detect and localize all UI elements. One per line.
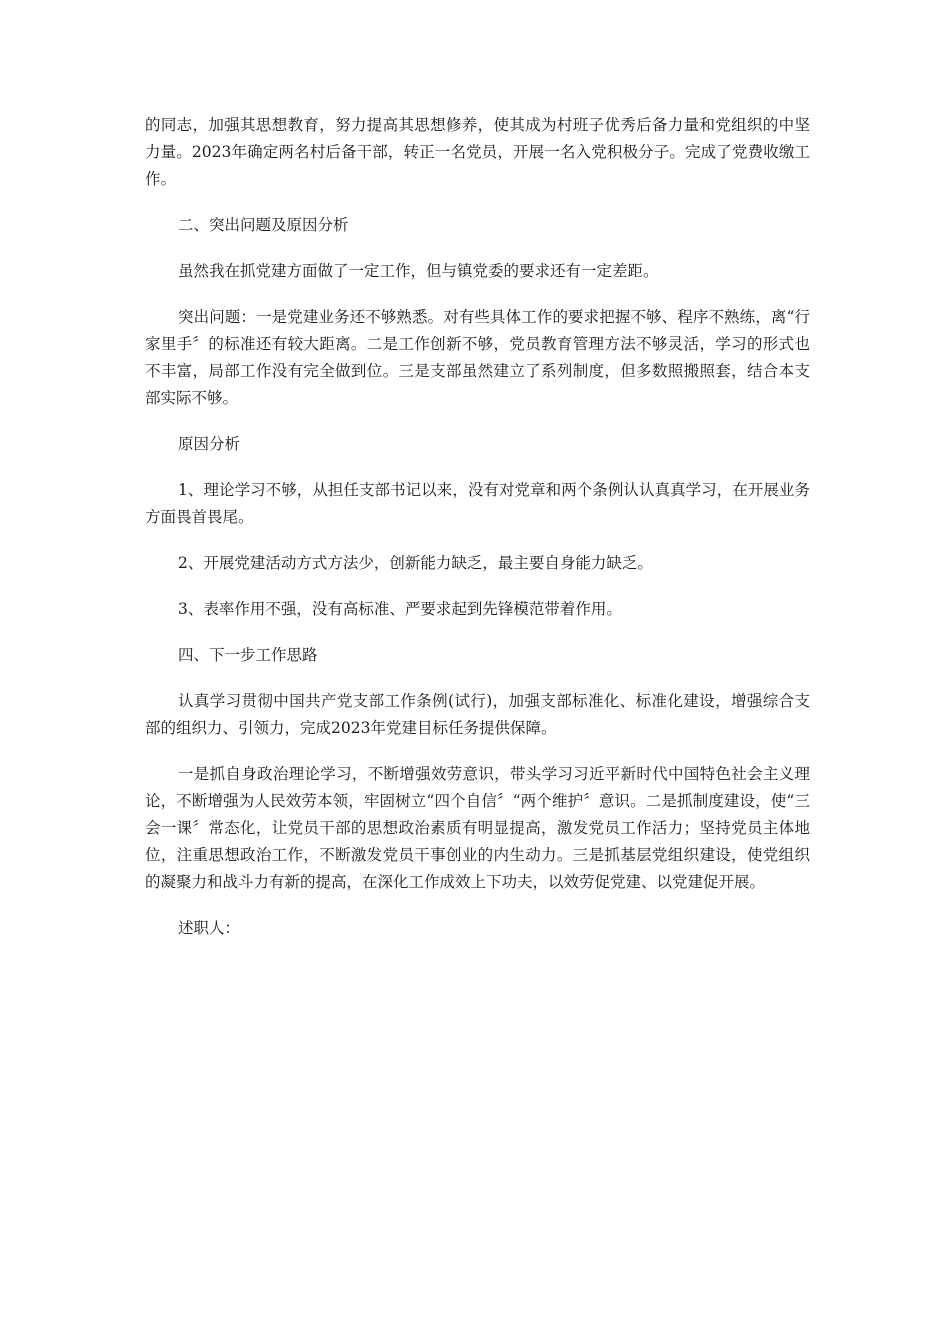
cause-item-1: 1、理论学习不够，从担任支部书记以来，没有对党章和两个条例认认真真学习，在开展业务方面畏首畏尾。: [145, 481, 810, 526]
paragraph-continuation: 的同志，加强其思想教育，努力提高其思想修养，使其成为村班子优秀后备力量和党组织的中坚力量。2023年确定两名村后备干部，转正一名党员，开展一名入党积极分子。完成了党费收缴工作。: [145, 116, 810, 188]
signature-label: 述职人：: [178, 919, 241, 937]
paragraph-intro: 虽然我在抓党建方面做了一定工作，但与镇党委的要求还有一定差距。: [178, 262, 659, 280]
cause-item-2: 2、开展党建活动方式方法少，创新能力缺乏，最主要自身能力缺乏。: [178, 554, 653, 572]
section-heading-problems: 二、突出问题及原因分析: [178, 216, 349, 234]
paragraph-measures: 一是抓自身政治理论学习，不断增强效劳意识，带头学习习近平新时代中国特色社会主义理论，不断增强为人民效劳本领，牢固树立“四个自信〞“两个维护〞意识。二是抓制度建设，使“三会一课〞常态化，让党员干部的思想政治素质有明显提高，激发党员工作活力；坚持党员主体地位，注重思想政治工作，不断激发党员干事创业的内生动力。三是抓基层党组织建设，使党组织的凝聚力和战斗力有新的提高，在深化工作成效上下功夫，以效劳促党建、以党建促开展。: [145, 765, 810, 891]
subheading-causes: 原因分析: [178, 435, 241, 453]
paragraph-plan: 认真学习贯彻中国共产党支部工作条例(试行)，加强支部标准化、标准化建设，增强综合支部的组织力、引领力，完成2023年党建目标任务提供保障。: [145, 692, 810, 737]
paragraph-problems: 突出问题：一是党建业务还不够熟悉。对有些具体工作的要求把握不够、程序不熟练，离“行家里手〞的标准还有较大距离。二是工作创新不够，党员教育管理方法不够灵活，学习的形式也不丰富，局部工作没有完全做到位。三是支部虽然建立了系列制度，但多数照搬照套，结合本支部实际不够。: [145, 308, 810, 407]
cause-item-3: 3、表率作用不强，没有高标准、严要求起到先锋模范带着作用。: [178, 600, 622, 618]
document-body: [145, 112, 810, 961]
section-heading-next-steps: 四、下一步工作思路: [178, 646, 318, 664]
